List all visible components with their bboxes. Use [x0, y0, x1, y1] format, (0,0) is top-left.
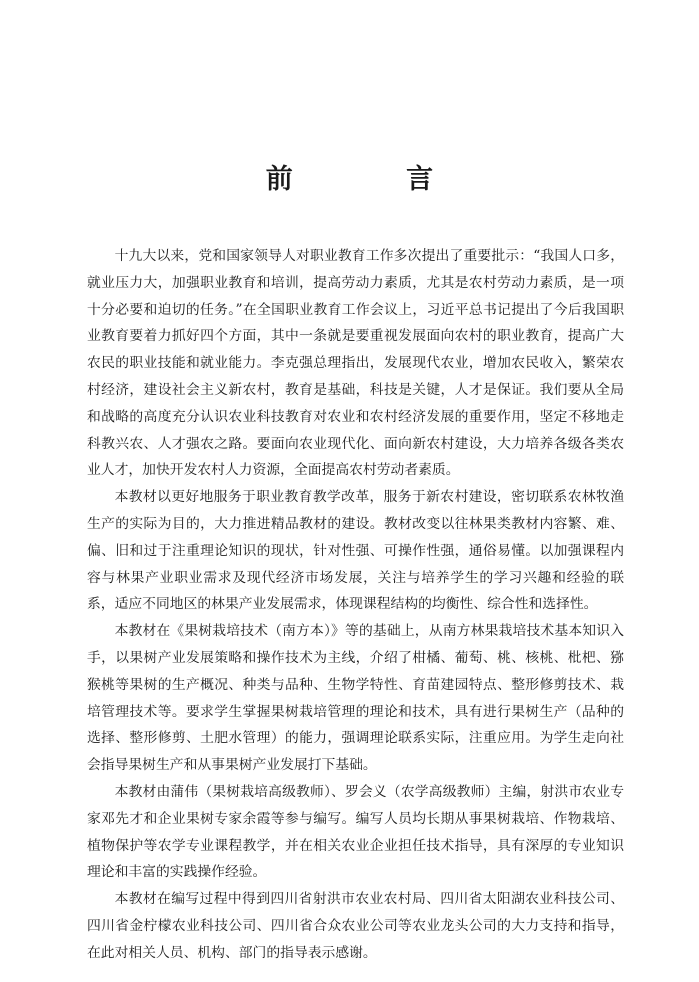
paragraph: 本教材在《果树栽培技术（南方本）》等的基础上，从南方林果栽培技术基本知识入手，以果树产业发展策略和操作技术为主线，介绍了柑橘、葡萄、桃、核桃、枇杷、猕猴桃等果树的生产概况、种类与品种、生物学特性、育苗建园特点、整形修剪技术、栽培管理技术等。要求学生掌握果树栽培管理的理论和技术，具有进行果树生产（品种的选择、整形修剪、土肥水管理）的能力，强调理论联系实际，注重应用。为学生走向社会指导果树生产和从事果树产业发展打下基础。 [87, 623, 624, 774]
paragraph: 本教材以更好地服务于职业教育教学改革，服务于新农村建设，密切联系农林牧渔生产的实际为目的，大力推进精品教材的建设。教材改变以往林果类教材内容繁、难、偏、旧和过于注重理论知识的现状，针对性强、可操作性强，通俗易懂。以加强课程内容与林果产业职业需求及现代经济市场发展，关注与培养学生的学习兴趣和经验的联系，适应不同地区的林果产业发展需求，体现课程结构的均衡性、综合性和选择性。 [87, 489, 624, 613]
paragraph: 十九大以来，党和国家领导人对职业教育工作多次提出了重要批示：“我国人口多，就业压力大，加强职业教育和培训，提高劳动力素质，尤其是农村劳动力素质，是一项十分必要和迫切的任务。”在全国职业教育工作会议上，习近平总书记提出了今后我国职业教育要着力抓好四个方面，其中一条就是要重视发展面向农村的职业教育，提高广大农民的职业技能和就业能力。李克强总理指出，发展现代农业，增加农民收入，繁荣农村经济，建设社会主义新农村，教育是基础，科技是关键，人才是保证。我们要从全局和战略的高度充分认识农业科技教育对农业和农村经济发展的重要作用，坚定不移地走科教兴农、人才强农之路。要面向农业现代化、面向新农村建设，大力培养各级各类农业人才，加快开发农村人力资源，全面提高农村劳动者素质。 [87, 248, 624, 479]
page-title: 前 言 [265, 164, 477, 195]
preface-body [87, 243, 624, 967]
paragraph: 本教材在编写过程中得到四川省射洪市农业农村局、四川省太阳湖农业科技公司、四川省金柠檬农业科技公司、四川省合众农业公司等农业龙头公司的大力支持和指导，在此对相关人员、机构、部门的指导表示感谢。 [87, 891, 624, 961]
paragraph: 本教材由蒲伟（果树栽培高级教师）、罗会义（农学高级教师）主编，射洪市农业专家邓先才和企业果树专家余霞等参与编写。编写人员均长期从事果树栽培、作物栽培、植物保护等农学专业课程教学，并在相关农业企业担任技术指导，具有深厚的专业知识理论和丰富的实践操作经验。 [87, 783, 624, 881]
